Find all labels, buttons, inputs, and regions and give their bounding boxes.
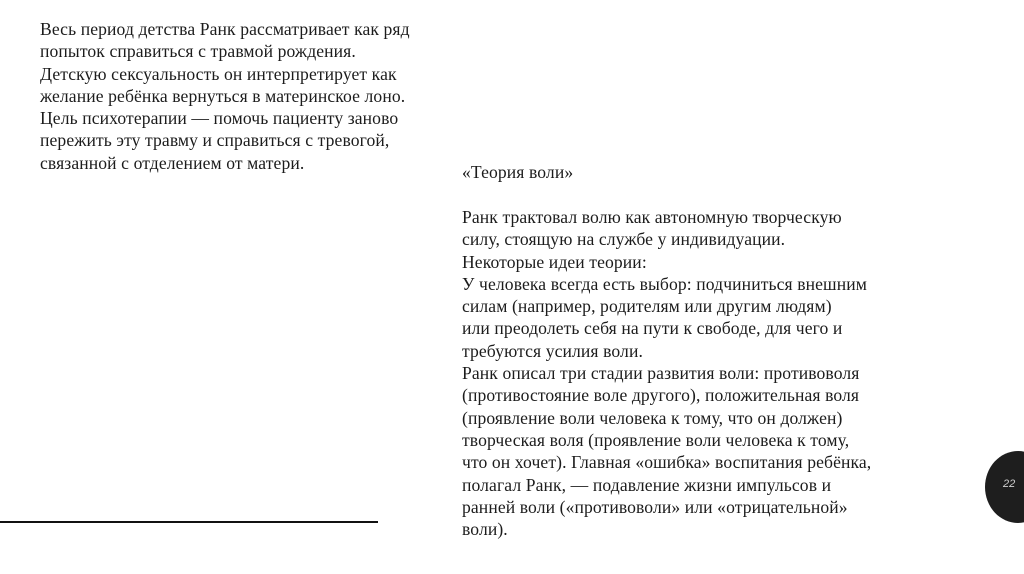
left-paragraph: Весь период детства Ранк рассматривает как ряд попыток справиться с травмой рождения. Детскую сексуальность он интерпретирует как желание ребёнка вернуться в материнское лоно. Цель психотерапии — помочь пациенту заново пережить эту травму и справиться с тревогой, связанной с отделением от матери. [40, 19, 410, 173]
right-paragraph: Ранк трактовал волю как автономную творческую силу, стоящую на службе у индивидуации. Некоторые идеи теории: У человека всегда есть выбор: подчиниться внешним силам (например, родителям или другим людям) или преодолеть себя на пути к свободе, для чего и требуются усилия воли. Ранк описал три стадии развития воли: противоволя (противостояние воле другого), положительная воля (проявление воли человека к тому, что он должен) творческая воля (проявление воли человека к тому, что он хочет). Главная «ошибка» воспитания ребёнка, полагал Ранк, — подавление жизни импульсов и ранней воли («противоволи» или «отрицательной» воли). [462, 207, 872, 540]
section-title: «Теория воли» [462, 162, 574, 182]
page-number: 22 [1003, 478, 1016, 490]
divider-line [0, 521, 378, 523]
